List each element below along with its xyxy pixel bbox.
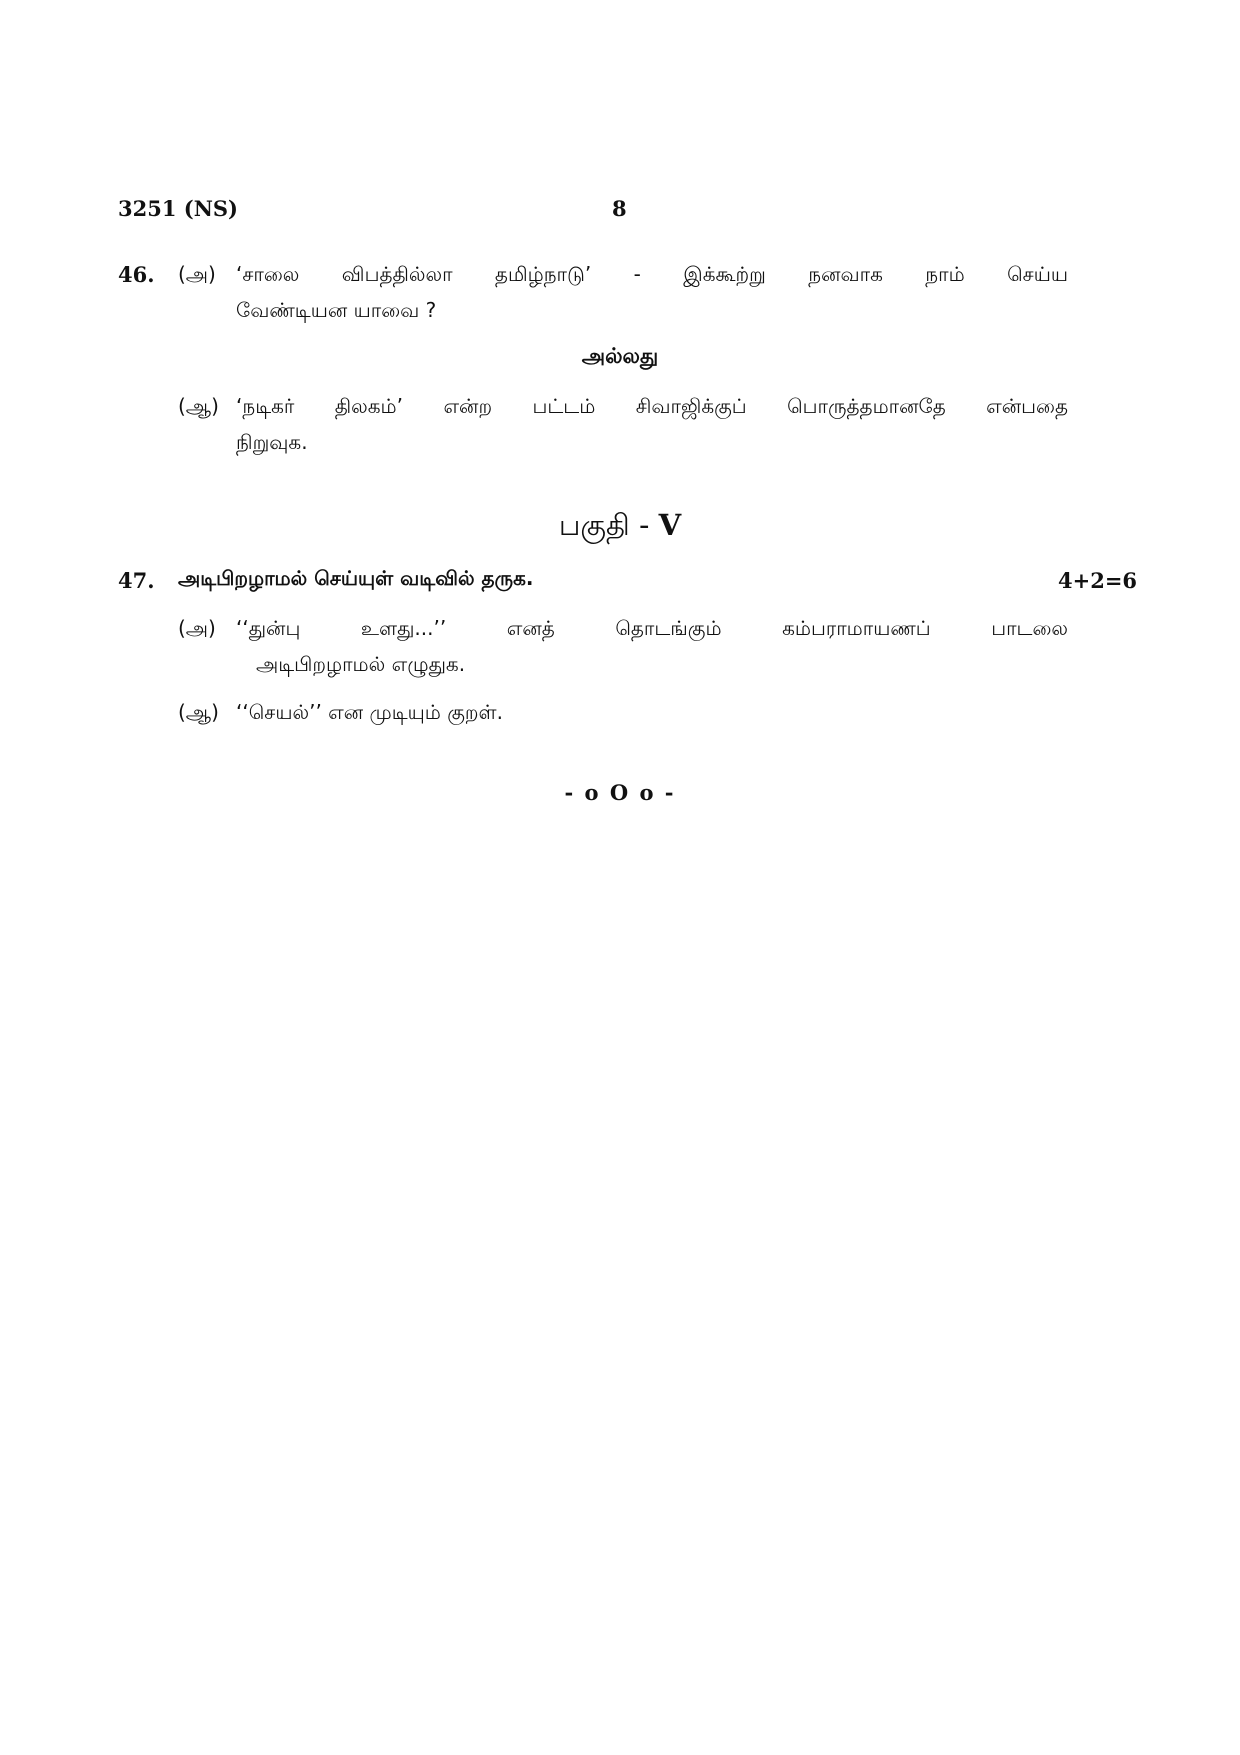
question-47-option-a bbox=[178, 610, 1068, 682]
option-a-line-1: ‘‘துன்பு உளது...’’ எனத் தொடங்கும் கம்பராமாயணப் பாடலை bbox=[236, 616, 1068, 640]
option-marker: (அ) bbox=[178, 262, 216, 286]
paper-code: 3251 (NS) bbox=[118, 196, 238, 221]
option-a-line-2: வேண்டியன யாவை ? bbox=[236, 298, 437, 322]
section-numeral: V bbox=[658, 508, 682, 542]
section-label: பகுதி - bbox=[558, 508, 659, 542]
question-47-marks: 4+2=6 bbox=[1058, 568, 1138, 593]
option-marker: (ஆ) bbox=[178, 394, 219, 418]
question-47-title: அடிபிறழாமல் செய்யுள் வடிவில் தருக. bbox=[178, 566, 534, 590]
option-b-line-2: நிறுவுக. bbox=[236, 430, 308, 454]
or-divider: அல்லது bbox=[581, 344, 659, 368]
page-number: 8 bbox=[612, 196, 627, 221]
question-46-option-a bbox=[178, 256, 1068, 328]
option-marker: (அ) bbox=[178, 616, 216, 640]
option-b-line-1: ‘‘செயல்’’ என முடியும் குறள். bbox=[236, 700, 503, 724]
option-a-line-1: ‘சாலை விபத்தில்லா தமிழ்நாடு’ - இக்கூற்று நனவாக நாம் செய்ய bbox=[236, 262, 1068, 286]
question-46-number: 46. bbox=[118, 262, 155, 287]
question-46-option-b bbox=[178, 388, 1068, 460]
end-of-paper-mark: - o O o - bbox=[564, 780, 676, 805]
section-heading bbox=[0, 508, 1240, 546]
question-47-number: 47. bbox=[118, 568, 155, 593]
question-47-option-b bbox=[178, 694, 1068, 730]
option-b-line-1: ‘நடிகர் திலகம்’ என்ற பட்டம் சிவாஜிக்குப் பொருத்தமானதே என்பதை bbox=[236, 394, 1068, 418]
option-marker: (ஆ) bbox=[178, 700, 219, 724]
option-a-line-2: அடிபிறழாமல் எழுதுக. bbox=[256, 652, 466, 676]
